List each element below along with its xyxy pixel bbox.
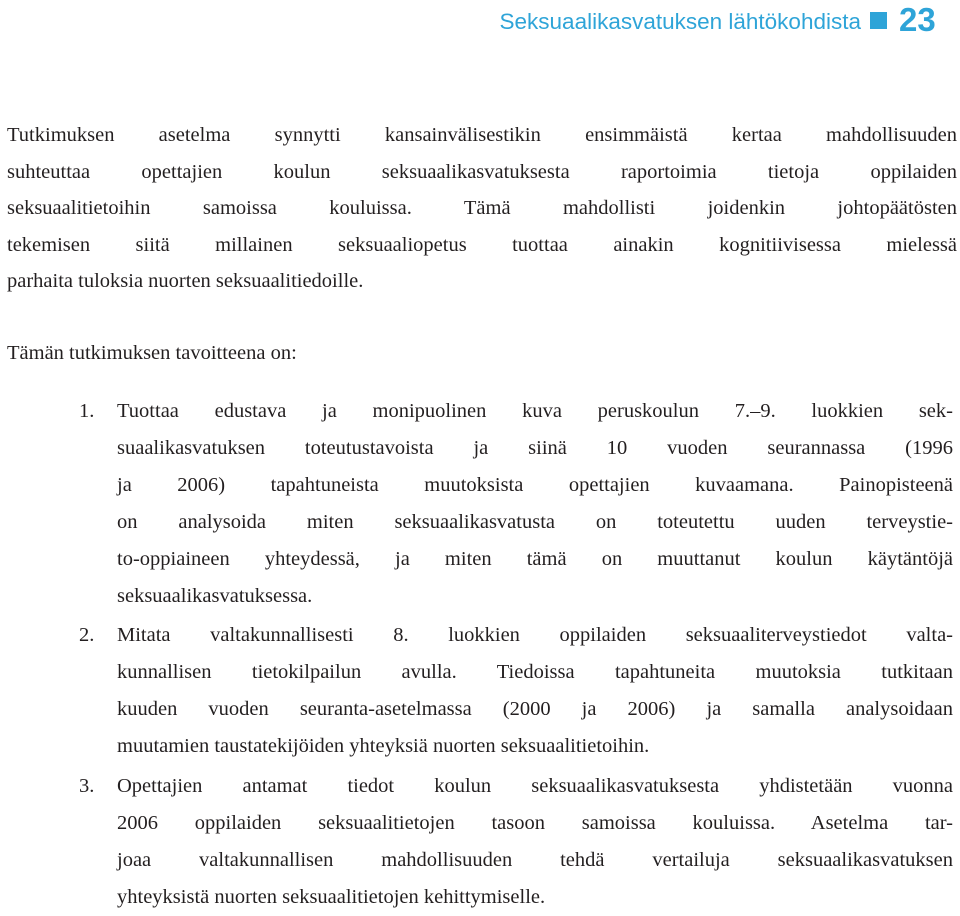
objective-text: [117, 768, 953, 916]
text-line: suhteuttaa opettajien koulun seksuaalikasvatuksesta raportoimia tietoja oppilaiden: [7, 160, 957, 183]
page-number: 23: [899, 1, 936, 38]
text-line: ja 2006) tapahtuneista muutoksista opettajien kuvaamana. Painopisteenä: [117, 474, 953, 496]
objective-text: [117, 393, 953, 615]
list-number: 1.: [79, 400, 95, 422]
text-line: to-oppiaineen yhteydessä, ja miten tämä on muuttanut koulun käytäntöjä: [117, 548, 953, 570]
text-line: Opettajien antamat tiedot koulun seksuaalikasvatuksesta yhdistetään vuonna: [117, 775, 953, 797]
text-line: tekemisen siitä millainen seksuaaliopetus tuottaa ainakin kognitiivisessa mielessä: [7, 233, 957, 256]
objective-text: [117, 617, 953, 765]
text-line: Mitata valtakunnallisesti 8. luokkien oppilaiden seksuaaliterveystiedot valta-: [117, 624, 953, 646]
text-line: parhaita tuloksia nuorten seksuaalitiedoille.: [7, 270, 364, 292]
text-line: 2006 oppilaiden seksuaalitietojen tasoon samoissa kouluissa. Asetelma tar-: [117, 812, 953, 834]
page-header: [0, 0, 960, 44]
text-line: Tuottaa edustava ja monipuolinen kuva peruskoulun 7.–9. luokkien sek-: [117, 400, 953, 422]
text-line: Tutkimuksen asetelma synnytti kansainvälisestikin ensimmäistä kertaa mahdollisuuden: [7, 124, 957, 146]
text-line: seksuaalikasvatuksessa.: [117, 585, 313, 607]
lead-sentence: Tämän tutkimuksen tavoitteena on:: [7, 342, 297, 364]
list-number: 2.: [79, 624, 95, 646]
intro-paragraph: [7, 117, 957, 300]
text-line: yhteyksistä nuorten seksuaalitietojen kehittymiselle.: [117, 886, 546, 908]
text-line: kuuden vuoden seuranta-asetelmassa (2000 ja 2006) ja samalla analysoidaan: [117, 698, 953, 720]
text-line: suaalikasvatuksen toteutustavoista ja siinä 10 vuoden seurannassa (1996: [117, 437, 953, 459]
list-number: 3.: [79, 775, 95, 797]
text-line: joaa valtakunnallisen mahdollisuuden tehdä vertailuja seksuaalikasvatuksen: [117, 849, 953, 871]
text-line: kunnallisen tietokilpailun avulla. Tiedoissa tapahtuneita muutoksia tutkitaan: [117, 661, 953, 683]
text-line: on analysoida miten seksuaalikasvatusta on toteutettu uuden terveystie-: [117, 511, 953, 533]
text-line: seksuaalitietoihin samoissa kouluissa. Tämä mahdollisti joidenkin johtopäätösten: [7, 197, 957, 219]
text-line: muutamien taustatekijöiden yhteyksiä nuorten seksuaalitietoihin.: [117, 735, 650, 757]
square-bullet-icon: [870, 12, 887, 29]
running-title: Seksuaalikasvatuksen lähtökohdista: [499, 9, 861, 34]
